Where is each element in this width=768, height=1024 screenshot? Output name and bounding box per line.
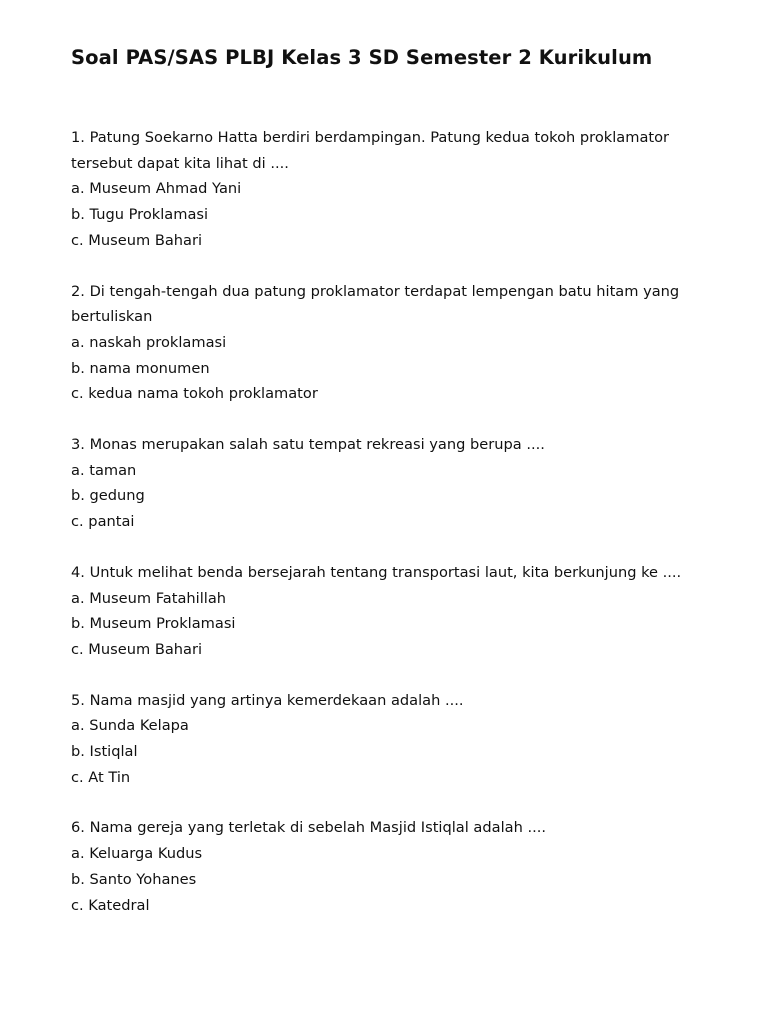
- answer-options: [71, 586, 711, 663]
- question-item: [71, 432, 711, 535]
- answer-option: b. Istiqlal: [71, 743, 138, 761]
- answer-options: [71, 713, 711, 790]
- answer-option: a. naskah proklamasi: [71, 333, 227, 351]
- answer-option: b. Santo Yohanes: [71, 870, 197, 888]
- answer-option: c. Museum Bahari: [71, 640, 203, 658]
- question-text-line: tersebut dapat kita lihat di ....: [71, 154, 289, 172]
- answer-option: c. Museum Bahari: [71, 231, 203, 249]
- answer-option: a. Sunda Kelapa: [71, 717, 189, 735]
- answer-option: b. gedung: [71, 487, 145, 505]
- answer-option: b. nama monumen: [71, 359, 210, 377]
- answer-options: [71, 841, 711, 918]
- answer-options: [71, 176, 711, 253]
- question-item: [71, 815, 711, 918]
- question-item: [71, 688, 711, 791]
- question-text-line: bertuliskan: [71, 308, 153, 326]
- answer-option: a. taman: [71, 461, 137, 479]
- answer-option: c. At Tin: [71, 768, 131, 786]
- page-title: Soal PAS/SAS PLBJ Kelas 3 SD Semester 2 Kurikulum: [71, 46, 653, 69]
- answer-option: a. Museum Ahmad Yani: [71, 180, 242, 198]
- answer-option: c. Katedral: [71, 896, 150, 914]
- answer-options: [71, 330, 711, 407]
- answer-option: b. Tugu Proklamasi: [71, 206, 209, 224]
- answer-options: [71, 458, 711, 535]
- question-text-line: 1. Patung Soekarno Hatta berdiri berdampingan. Patung kedua tokoh proklamator: [71, 129, 670, 146]
- question-text-line: 3. Monas merupakan salah satu tempat rekreasi yang berupa ....: [71, 436, 545, 454]
- question-item: [71, 279, 711, 408]
- document-page: [71, 44, 711, 943]
- answer-option: c. kedua nama tokoh proklamator: [71, 385, 318, 403]
- question-list: [71, 125, 711, 918]
- answer-option: a. Keluarga Kudus: [71, 845, 203, 863]
- question-text-line: 5. Nama masjid yang artinya kemerdekaan adalah ....: [71, 691, 464, 709]
- question-item: [71, 560, 711, 663]
- question-text-line: 4. Untuk melihat benda bersejarah tentang transportasi laut, kita berkunjung ke ....: [71, 563, 682, 581]
- answer-option: b. Museum Proklamasi: [71, 615, 236, 633]
- question-item: [71, 125, 711, 254]
- question-text-line: 2. Di tengah-tengah dua patung proklamator terdapat lempengan batu hitam yang: [71, 282, 680, 300]
- answer-option: a. Museum Fatahillah: [71, 589, 227, 607]
- question-text-line: 6. Nama gereja yang terletak di sebelah Masjid Istiqlal adalah ....: [71, 819, 547, 837]
- answer-option: c. pantai: [71, 513, 135, 531]
